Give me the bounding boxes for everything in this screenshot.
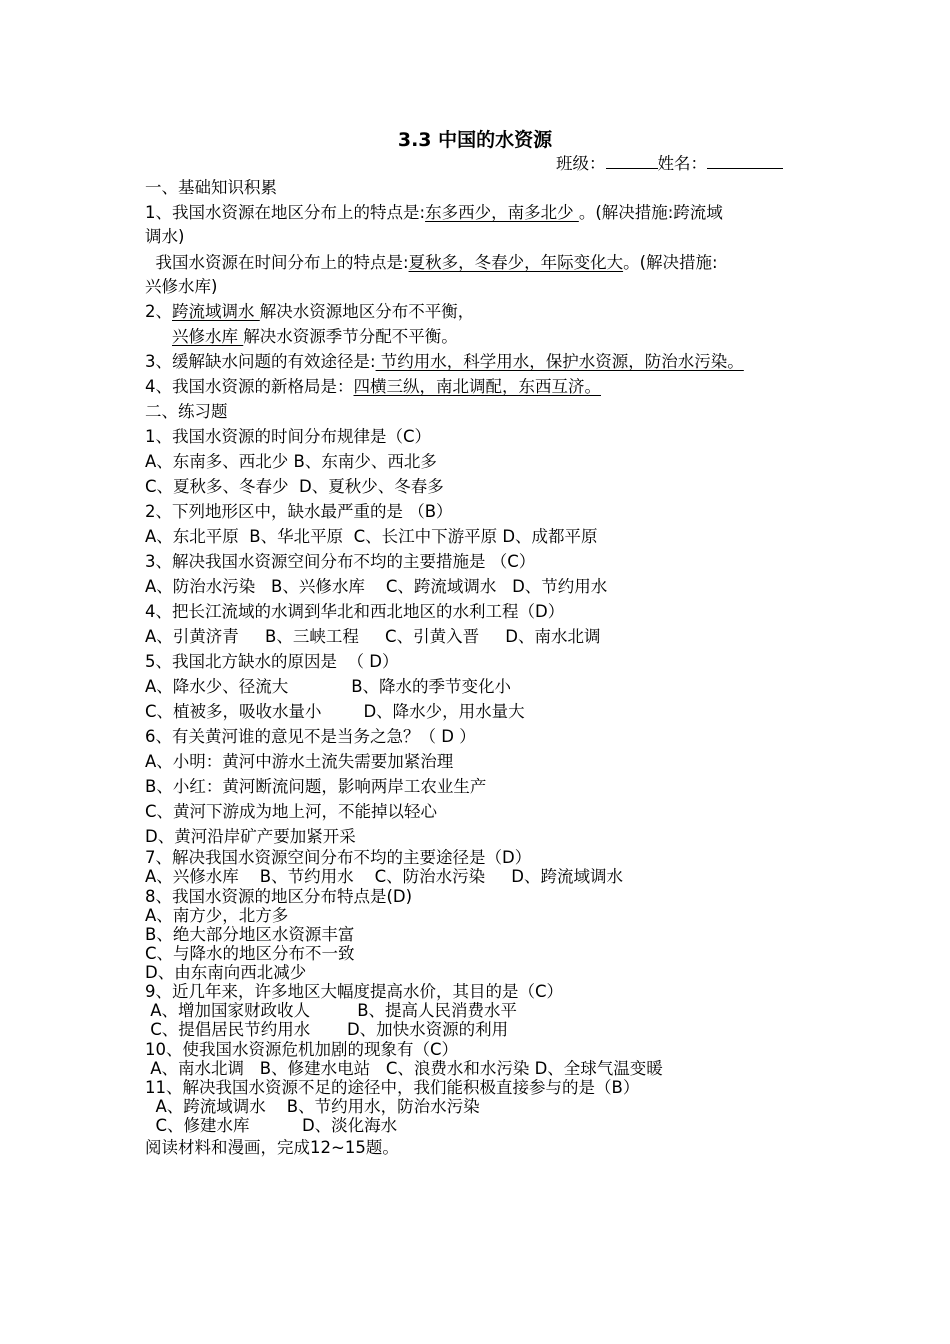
s1-q4 xyxy=(145,376,601,398)
exercise-line: A、防治水污染 B、兴修水库 C、跨流域调水 D、节约用水 xyxy=(145,577,608,596)
exercise-line: 1、我国水资源的时间分布规律是（C） xyxy=(145,427,432,446)
exercise-line: A、增加国家财政收人 B、提高人民消费水平 xyxy=(145,1001,518,1020)
s1-q4-prefix: 4、我国水资源的新格局是： xyxy=(145,377,354,396)
exercise-line: 8、我国水资源的地区分布特点是(D) xyxy=(145,887,413,906)
s1-q2-text: 解决水资源地区分布不平衡， xyxy=(259,302,475,321)
s1-q1-cont: 调水) xyxy=(145,227,185,246)
exercise-line: A、兴修水库 B、节约用水 C、防治水污染 D、跨流域调水 xyxy=(145,867,624,886)
exercise-line: A、南水北调 B、修建水电站 C、浪费水和水污染 D、全球气温变暖 xyxy=(145,1059,663,1078)
exercise-line: B、绝大部分地区水资源丰富 xyxy=(145,925,355,944)
name-label: 姓名： xyxy=(657,154,707,173)
exercise-line: A、小明：黄河中游水土流失需要加紧治理 xyxy=(145,752,454,771)
exercise-line: 10、使我国水资源危机加剧的现象有（C） xyxy=(145,1040,459,1059)
s1-q3-prefix: 3、缓解缺水问题的有效途径是: xyxy=(145,352,376,371)
section2-heading: 二、练习题 xyxy=(145,402,228,421)
exercise-line: 7、解决我国水资源空间分布不均的主要途径是（D） xyxy=(145,848,532,867)
exercise-line: A、东南多、西北少 B、东南少、西北多 xyxy=(145,452,437,471)
exercise-line: C、植被多，吸收水量小 D、降水少，用水量大 xyxy=(145,702,525,721)
exercise-line: 4、把长江流域的水调到华北和西北地区的水利工程（D） xyxy=(145,602,565,621)
s1-q1b-cont: 兴修水库) xyxy=(145,277,218,296)
s1-q1b-answer: 夏秋多，冬春少，年际变化大 xyxy=(408,253,624,272)
page-title: 3.3 中国的水资源 xyxy=(397,129,553,151)
name-blank[interactable] xyxy=(707,152,783,169)
class-label: 班级： xyxy=(556,154,606,173)
exercise-line: 阅读材料和漫画，完成12~15题。 xyxy=(145,1138,399,1157)
s1-q1-suffix: 。(解决措施:跨流域 xyxy=(578,203,723,222)
exercise-line: A、跨流域调水 B、节约用水，防治水污染 xyxy=(145,1097,480,1116)
s1-q1b xyxy=(145,252,718,274)
exercise-line: 11、解决我国水资源不足的途径中，我们能积极直接参与的是（B） xyxy=(145,1078,640,1097)
exercise-line: D、由东南向西北减少 xyxy=(145,963,307,982)
exercise-line: A、引黄济青 B、三峡工程 C、引黄入晋 D、南水北调 xyxy=(145,627,601,646)
s1-q1 xyxy=(145,202,723,224)
exercise-line: A、东北平原 B、华北平原 C、长江中下游平原 D、成都平原 xyxy=(145,527,598,546)
exercise-line: 2、下列地形区中，缺水最严重的是 （B） xyxy=(145,502,453,521)
student-info-row xyxy=(556,152,783,175)
s1-q1-prefix: 1、我国水资源在地区分布上的特点是: xyxy=(145,203,426,222)
s1-q1-answer: 东多西少，南多北少 xyxy=(425,203,579,222)
s1-q2 xyxy=(145,301,474,323)
exercise-line: C、修建水库 D、淡化海水 xyxy=(145,1116,398,1135)
s1-q3 xyxy=(145,351,744,373)
exercise-line: A、降水少、径流大 B、降水的季节变化小 xyxy=(145,677,512,696)
exercise-line: 5、我国北方缺水的原因是 （ D） xyxy=(145,652,399,671)
exercise-line: 3、解决我国水资源空间分布不均的主要措施是 （C） xyxy=(145,552,536,571)
class-blank[interactable] xyxy=(606,152,658,169)
s1-q1b-suffix: 。(解决措施: xyxy=(623,253,718,272)
exercise-line: C、夏秋多、冬春少 D、夏秋少、冬春多 xyxy=(145,477,444,496)
s1-q2-answer: 跨流域调水 xyxy=(172,302,260,321)
section1-heading: 一、基础知识积累 xyxy=(145,178,277,197)
s1-q2b xyxy=(172,326,458,348)
exercise-line: C、提倡居民节约用水 D、加快水资源的利用 xyxy=(145,1020,509,1039)
exercise-line: D、黄河沿岸矿产要加紧开采 xyxy=(145,827,356,846)
s1-q3-answer: 节约用水，科学用水，保护水资源，防治水污染。 xyxy=(375,352,744,371)
exercise-line: 6、有关黄河谁的意见不是当务之急？（ D ） xyxy=(145,727,476,746)
exercise-line: C、黄河下游成为地上河，不能掉以轻心 xyxy=(145,802,438,821)
s1-q4-answer: 四横三纵，南北调配，东西互济。 xyxy=(353,377,601,396)
exercise-line: C、与降水的地区分布不一致 xyxy=(145,944,355,963)
exercise-line: A、南方少，北方多 xyxy=(145,906,289,925)
s1-q2b-text: 解决水资源季节分配不平衡。 xyxy=(243,327,458,346)
s1-q1b-prefix: 我国水资源在时间分布上的特点是: xyxy=(145,253,409,272)
exercise-line: 9、近几年来，许多地区大幅度提高水价，其目的是（C） xyxy=(145,982,564,1001)
s1-q2b-answer: 兴修水库 xyxy=(172,327,244,346)
s1-q2-num: 2、 xyxy=(145,302,172,321)
exercise-line: B、小红：黄河断流问题，影响两岸工农业生产 xyxy=(145,777,487,796)
